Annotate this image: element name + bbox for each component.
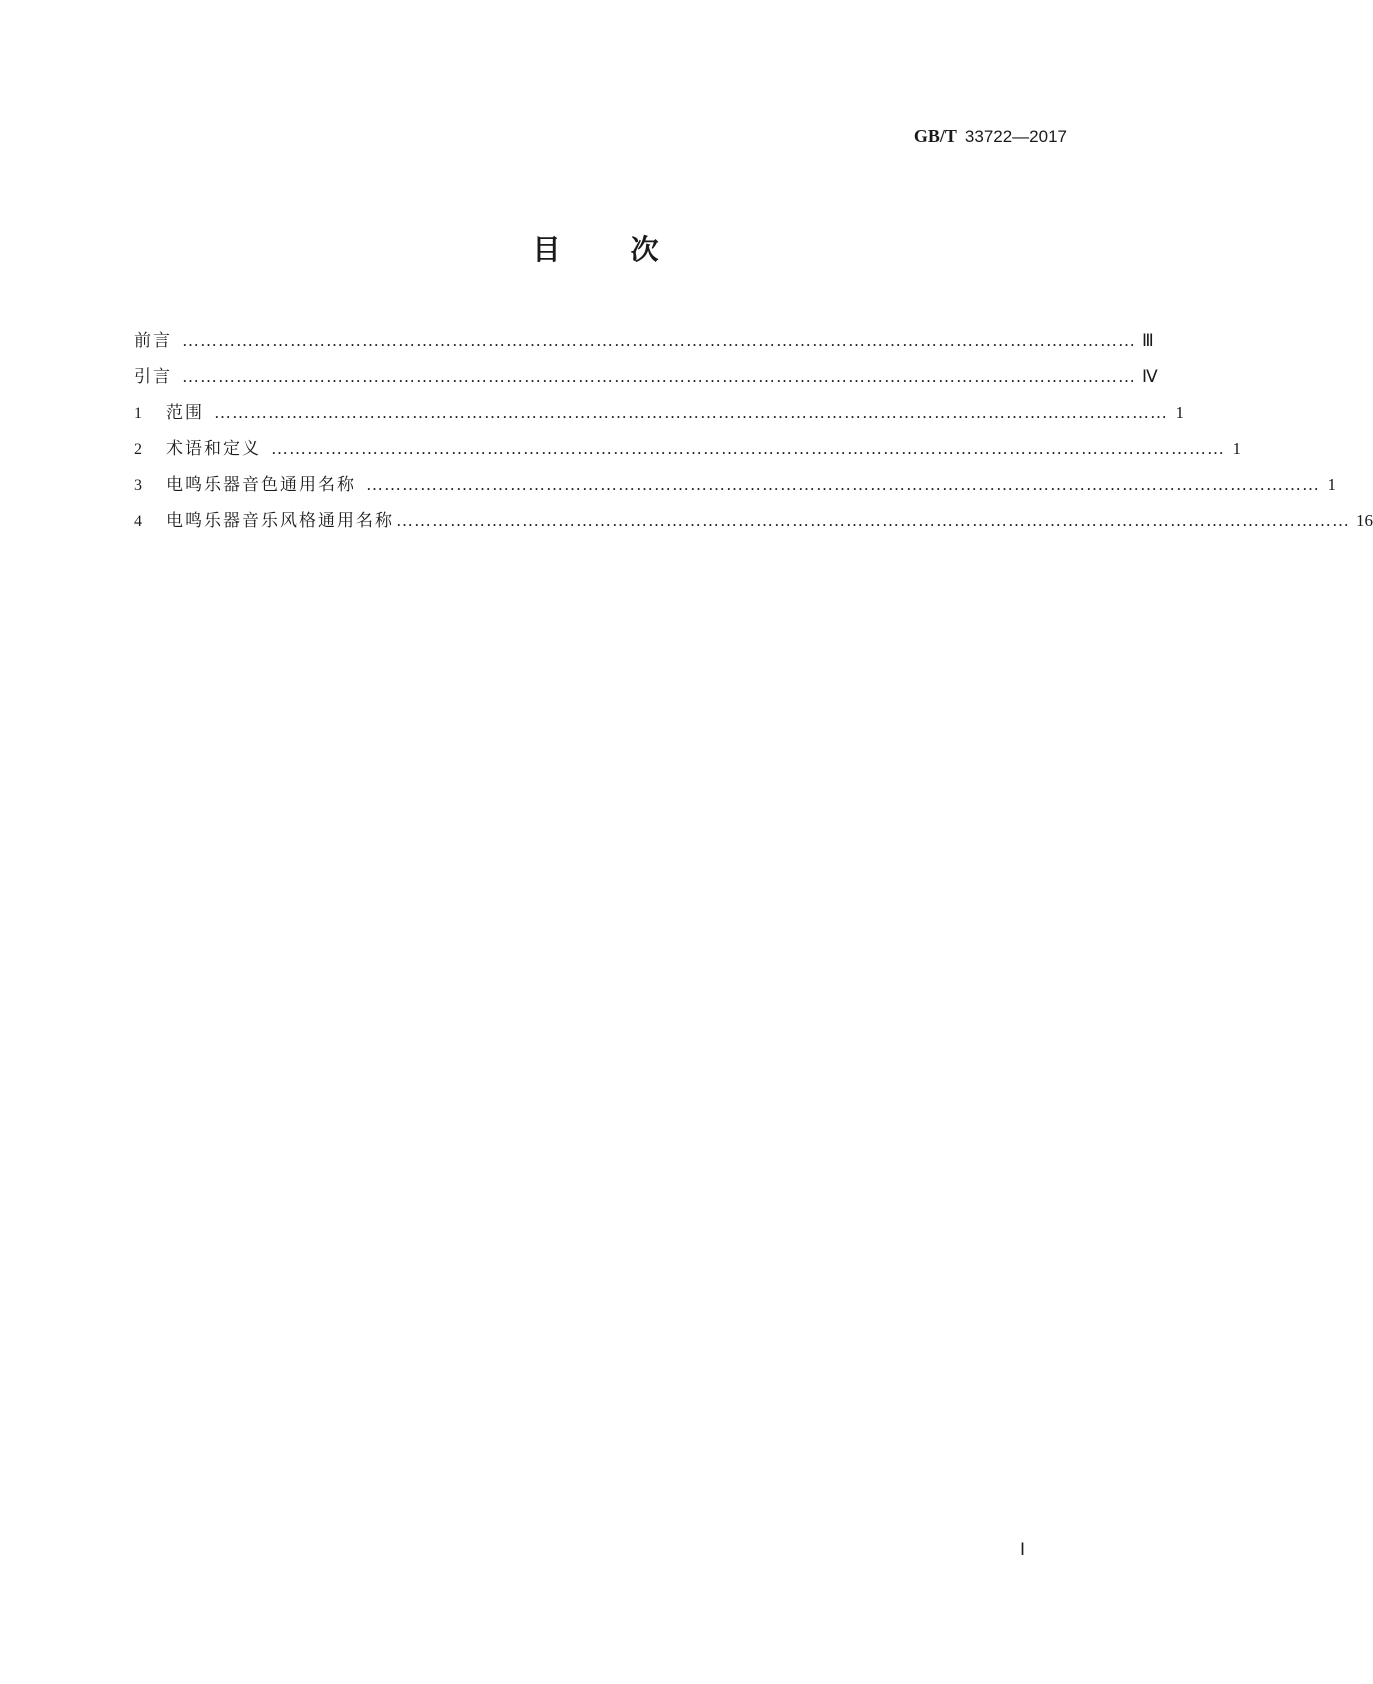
table-of-contents [134,326,1373,542]
toc-entry-page: 16 [1356,511,1373,530]
toc-entry-timbre-names[interactable] [134,470,1336,506]
toc-entry-page: Ⅳ [1142,367,1158,386]
toc-entry-page: 1 [1175,403,1184,422]
toc-dot-leader: …………………………………………………………………………………………………………………………………………… [214,403,1168,422]
toc-entry-number: 4 [134,513,142,530]
toc-dot-leader: …………………………………………………………………………………………………………………………………………… [182,331,1136,350]
toc-entry-label: 电鸣乐器音乐风格通用名称 [166,511,394,531]
toc-entry-label: 引言 [134,367,172,387]
toc-entry-page: 1 [1232,439,1241,458]
toc-entry-number: 3 [134,477,142,494]
toc-entry-number: 2 [134,441,142,458]
standard-prefix: GB/T [913,126,957,146]
toc-entry-label: 术语和定义 [166,439,261,459]
toc-entry-style-names[interactable] [134,506,1373,542]
toc-entry-page: Ⅲ [1142,331,1154,350]
toc-entry-introduction[interactable] [134,362,1158,398]
toc-entry-scope[interactable] [134,398,1184,434]
page-number: Ⅰ [1020,1540,1026,1559]
toc-dot-leader: …………………………………………………………………………………………………………………………………………… [271,439,1225,458]
toc-entry-label: 前言 [134,331,172,351]
toc-entry-label: 电鸣乐器音色通用名称 [166,475,356,495]
toc-entry-number: 1 [134,405,142,422]
toc-entry-terms[interactable] [134,434,1241,470]
toc-entry-label: 范围 [166,403,204,423]
toc-dot-leader: …………………………………………………………………………………………………………………………………………… [396,511,1350,530]
toc-dot-leader: …………………………………………………………………………………………………………………………………………… [366,475,1320,494]
toc-entry-page: 1 [1327,475,1336,494]
toc-entry-foreword[interactable] [134,326,1154,362]
standard-code [914,126,1067,147]
toc-dot-leader: …………………………………………………………………………………………………………………………………………… [182,367,1136,386]
standard-number: 33722—2017 [964,127,1067,146]
page-title: 目次 [532,233,729,266]
